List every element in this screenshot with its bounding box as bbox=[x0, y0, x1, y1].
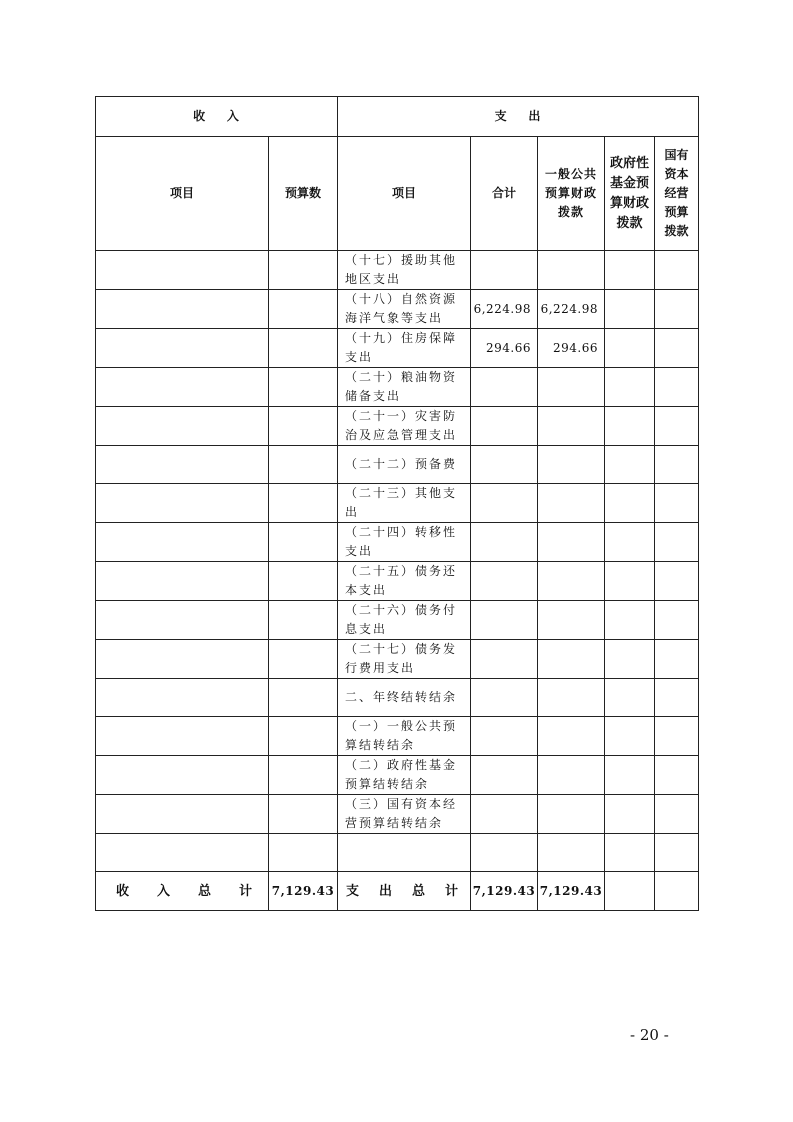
total-cell bbox=[471, 717, 538, 756]
general-public-cell bbox=[538, 368, 605, 407]
expense-item-cell: 二、年终结转结余 bbox=[338, 679, 471, 717]
expense-general-total-value: 7,129.43 bbox=[538, 872, 605, 911]
table-row bbox=[96, 834, 699, 872]
expense-item-header: 项目 bbox=[338, 137, 471, 251]
total-cell bbox=[471, 601, 538, 640]
table-row bbox=[96, 562, 699, 601]
gov-fund-cell bbox=[605, 329, 655, 368]
general-public-cell bbox=[538, 717, 605, 756]
total-cell bbox=[471, 523, 538, 562]
total-cell bbox=[471, 484, 538, 523]
income-item-cell bbox=[96, 484, 269, 523]
table-row bbox=[96, 640, 699, 679]
income-budget-cell bbox=[269, 368, 338, 407]
income-item-cell bbox=[96, 523, 269, 562]
general-public-cell bbox=[538, 523, 605, 562]
expense-item-cell: （三）国有资本经营预算结转结余 bbox=[338, 795, 471, 834]
income-total-value: 7,129.43 bbox=[269, 872, 338, 911]
income-item-cell bbox=[96, 407, 269, 446]
income-item-cell bbox=[96, 290, 269, 329]
expense-item-cell: （二）政府性基金预算结转结余 bbox=[338, 756, 471, 795]
general-public-cell bbox=[538, 484, 605, 523]
total-cell bbox=[471, 756, 538, 795]
gov-fund-cell bbox=[605, 601, 655, 640]
income-budget-cell bbox=[269, 407, 338, 446]
general-public-cell bbox=[538, 601, 605, 640]
income-total-char: 入 bbox=[156, 883, 170, 899]
state-capital-cell bbox=[655, 407, 699, 446]
expense-item-cell: （一）一般公共预算结转结余 bbox=[338, 717, 471, 756]
income-item-header: 项目 bbox=[96, 137, 269, 251]
total-cell bbox=[471, 446, 538, 484]
income-budget-cell bbox=[269, 795, 338, 834]
income-budget-cell bbox=[269, 484, 338, 523]
gov-fund-cell bbox=[605, 251, 655, 290]
expense-total-char: 计 bbox=[444, 883, 458, 899]
state-capital-cell bbox=[655, 795, 699, 834]
table-row bbox=[96, 290, 699, 329]
expense-item-cell: （十九）住房保障支出 bbox=[338, 329, 471, 368]
general-public-cell bbox=[538, 562, 605, 601]
table-row bbox=[96, 407, 699, 446]
state-capital-cell bbox=[655, 251, 699, 290]
table-row bbox=[96, 756, 699, 795]
general-public-cell bbox=[538, 446, 605, 484]
general-public-cell bbox=[538, 756, 605, 795]
expense-item-cell: （二十一）灾害防治及应急管理支出 bbox=[338, 407, 471, 446]
total-cell bbox=[471, 834, 538, 872]
table-row bbox=[96, 446, 699, 484]
expense-item-cell bbox=[338, 834, 471, 872]
income-budget-cell bbox=[269, 446, 338, 484]
gov-fund-cell bbox=[605, 717, 655, 756]
income-budget-cell bbox=[269, 756, 338, 795]
expense-item-cell: （二十二）预备费 bbox=[338, 446, 471, 484]
income-total-label bbox=[96, 872, 269, 911]
income-item-cell bbox=[96, 329, 269, 368]
expense-item-cell: （二十六）债务付息支出 bbox=[338, 601, 471, 640]
expense-item-cell: （十七）援助其他地区支出 bbox=[338, 251, 471, 290]
table-row bbox=[96, 251, 699, 290]
general-public-cell bbox=[538, 834, 605, 872]
general-public-header: 一般公共预算财政拨款 bbox=[538, 137, 605, 251]
budget-table bbox=[95, 96, 699, 911]
expense-total-value: 7,129.43 bbox=[471, 872, 538, 911]
expense-total-char: 出 bbox=[378, 883, 392, 899]
gov-fund-cell bbox=[605, 756, 655, 795]
expense-item-cell: （二十七）债务发行费用支出 bbox=[338, 640, 471, 679]
income-item-cell bbox=[96, 601, 269, 640]
state-capital-cell bbox=[655, 368, 699, 407]
gov-fund-cell bbox=[605, 834, 655, 872]
income-item-cell bbox=[96, 640, 269, 679]
income-budget-cell bbox=[269, 679, 338, 717]
table-row bbox=[96, 329, 699, 368]
total-header: 合计 bbox=[471, 137, 538, 251]
gov-fund-cell bbox=[605, 679, 655, 717]
income-total-char: 总 bbox=[197, 883, 211, 899]
state-capital-cell bbox=[655, 601, 699, 640]
state-capital-cell bbox=[655, 756, 699, 795]
expense-total-label bbox=[338, 872, 471, 911]
table-row bbox=[96, 368, 699, 407]
total-cell bbox=[471, 795, 538, 834]
income-budget-cell bbox=[269, 717, 338, 756]
general-public-cell bbox=[538, 795, 605, 834]
total-cell bbox=[471, 407, 538, 446]
total-cell bbox=[471, 368, 538, 407]
state-capital-cell bbox=[655, 329, 699, 368]
general-public-cell bbox=[538, 640, 605, 679]
income-total-char: 收 bbox=[116, 883, 130, 899]
gov-fund-cell bbox=[605, 290, 655, 329]
total-cell bbox=[471, 640, 538, 679]
data-rows bbox=[96, 251, 699, 872]
income-total-char: 计 bbox=[238, 883, 252, 899]
state-capital-cell bbox=[655, 290, 699, 329]
gov-fund-header: 政府性基金预算财政拨款 bbox=[605, 137, 655, 251]
gov-fund-cell bbox=[605, 562, 655, 601]
gov-fund-cell bbox=[605, 523, 655, 562]
state-capital-cell bbox=[655, 834, 699, 872]
income-item-cell bbox=[96, 679, 269, 717]
income-section-header: 收 入 bbox=[96, 97, 338, 137]
state-capital-cell bbox=[655, 523, 699, 562]
income-item-cell bbox=[96, 795, 269, 834]
table-row bbox=[96, 717, 699, 756]
income-budget-cell bbox=[269, 640, 338, 679]
total-cell bbox=[471, 251, 538, 290]
gov-fund-cell bbox=[605, 795, 655, 834]
table-row bbox=[96, 601, 699, 640]
expense-item-cell: （二十）粮油物资储备支出 bbox=[338, 368, 471, 407]
gov-fund-cell bbox=[605, 368, 655, 407]
expense-item-cell: （十八）自然资源海洋气象等支出 bbox=[338, 290, 471, 329]
gov-fund-cell bbox=[605, 407, 655, 446]
expense-item-cell: （二十四）转移性支出 bbox=[338, 523, 471, 562]
totals-row bbox=[96, 872, 699, 911]
expense-section-header: 支 出 bbox=[338, 97, 699, 137]
table-row bbox=[96, 679, 699, 717]
page-number: - 20 - bbox=[630, 1026, 669, 1044]
state-capital-cell bbox=[655, 446, 699, 484]
total-cell: 294.66 bbox=[471, 329, 538, 368]
gov-fund-total-cell bbox=[605, 872, 655, 911]
expense-total-char: 总 bbox=[411, 883, 425, 899]
gov-fund-cell bbox=[605, 484, 655, 523]
income-item-cell bbox=[96, 717, 269, 756]
income-item-cell bbox=[96, 756, 269, 795]
gov-fund-cell bbox=[605, 446, 655, 484]
income-item-cell bbox=[96, 368, 269, 407]
income-item-cell bbox=[96, 251, 269, 290]
state-capital-cell bbox=[655, 640, 699, 679]
income-budget-cell bbox=[269, 251, 338, 290]
state-capital-cell bbox=[655, 562, 699, 601]
general-public-cell bbox=[538, 251, 605, 290]
income-budget-header: 预算数 bbox=[269, 137, 338, 251]
table-row bbox=[96, 523, 699, 562]
income-budget-cell bbox=[269, 523, 338, 562]
total-cell bbox=[471, 562, 538, 601]
income-budget-cell bbox=[269, 834, 338, 872]
income-budget-cell bbox=[269, 329, 338, 368]
state-capital-header: 国有资本经营预算拨款 bbox=[655, 137, 699, 251]
general-public-cell: 6,224.98 bbox=[538, 290, 605, 329]
expense-total-char: 支 bbox=[346, 883, 360, 899]
income-budget-cell bbox=[269, 601, 338, 640]
table-row bbox=[96, 484, 699, 523]
table-row bbox=[96, 795, 699, 834]
expense-item-cell: （二十三）其他支出 bbox=[338, 484, 471, 523]
general-public-cell: 294.66 bbox=[538, 329, 605, 368]
income-budget-cell bbox=[269, 562, 338, 601]
income-item-cell bbox=[96, 446, 269, 484]
column-header-row bbox=[96, 137, 699, 251]
gov-fund-cell bbox=[605, 640, 655, 679]
state-capital-cell bbox=[655, 484, 699, 523]
state-capital-cell bbox=[655, 717, 699, 756]
income-item-cell bbox=[96, 562, 269, 601]
total-cell bbox=[471, 679, 538, 717]
general-public-cell bbox=[538, 679, 605, 717]
section-header-row bbox=[96, 97, 699, 137]
general-public-cell bbox=[538, 407, 605, 446]
income-item-cell bbox=[96, 834, 269, 872]
income-budget-cell bbox=[269, 290, 338, 329]
expense-item-cell: （二十五）债务还本支出 bbox=[338, 562, 471, 601]
state-capital-total-cell bbox=[655, 872, 699, 911]
total-cell: 6,224.98 bbox=[471, 290, 538, 329]
state-capital-cell bbox=[655, 679, 699, 717]
